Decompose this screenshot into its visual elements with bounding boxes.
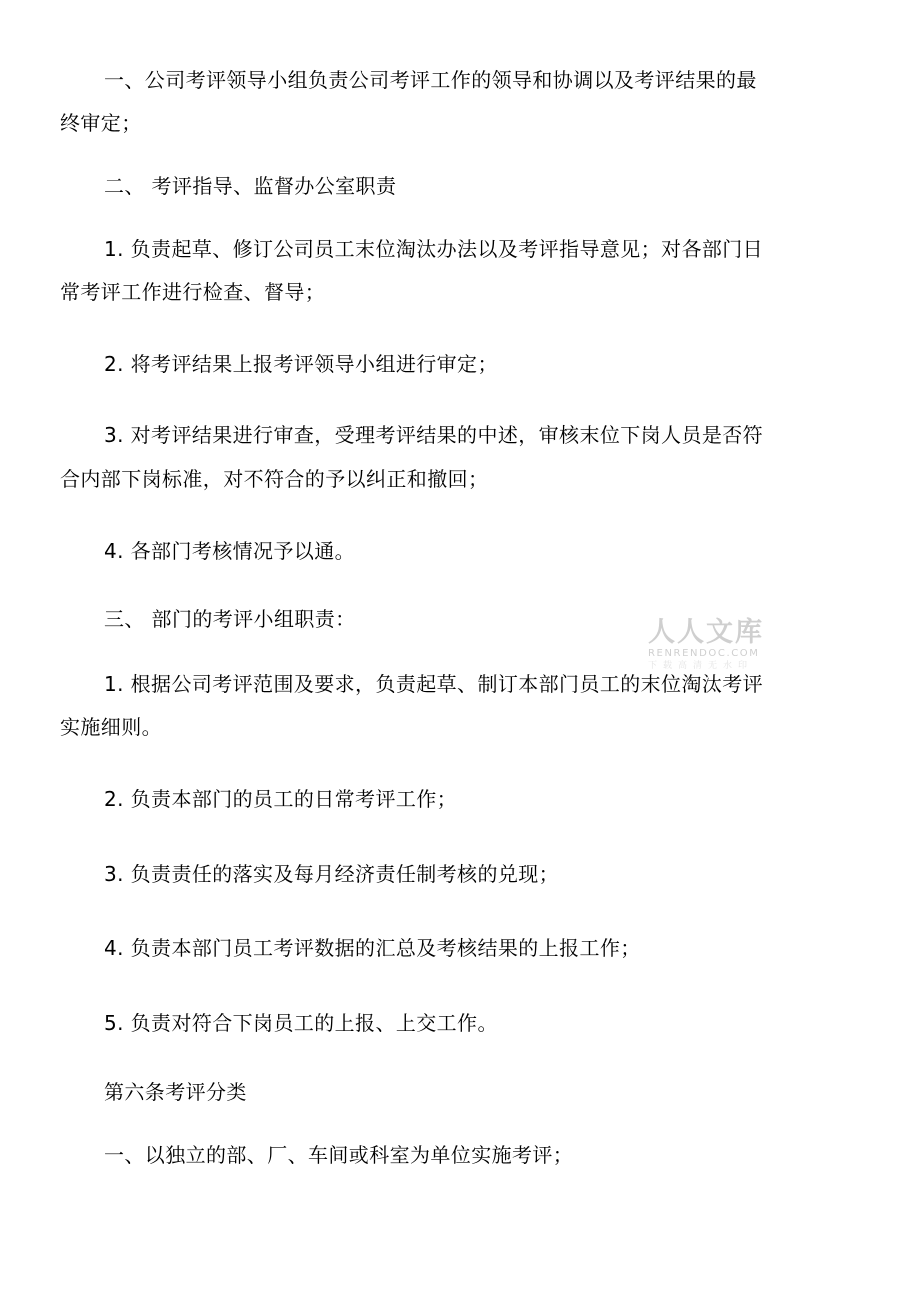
text-line: 1. 负责起草、修订公司员工末位淘汰办法以及考评指导意见；对各部门日 — [104, 237, 764, 261]
watermark-title: 人人文库 — [648, 617, 764, 648]
text-line: 5. 负责对符合下岗员工的上报、上交工作。 — [104, 1011, 498, 1035]
text-line: 1. 根据公司考评范围及要求，负责起草、制订本部门员工的末位淘汰考评 — [104, 672, 764, 696]
text-line: 2. 负责本部门的员工的日常考评工作； — [104, 787, 458, 811]
text-line: 3. 负责责任的落实及每月经济责任制考核的兑现； — [104, 862, 560, 886]
section-heading: 二、 考评指导、监督办公室职责 — [104, 174, 397, 198]
text-line: 一、公司考评领导小组负责公司考评工作的领导和协调以及考评结果的最 — [104, 68, 757, 92]
text-line: 4. 各部门考核情况予以通。 — [104, 539, 356, 563]
article-heading: 第六条考评分类 — [104, 1080, 247, 1104]
watermark-url: RENRENDOC.COM — [648, 648, 760, 659]
text-line: 实施细则。 — [60, 715, 162, 739]
text-line: 2. 将考评结果上报考评领导小组进行审定； — [104, 352, 498, 376]
text-line: 常考评工作进行检查、督导； — [60, 280, 326, 304]
text-line: 一、以独立的部、厂、车间或科室为单位实施考评； — [104, 1143, 574, 1167]
text-line: 合内部下岗标准，对不符合的予以纠正和撤回； — [60, 467, 489, 491]
watermark-subtitle: 下载高清无水印 — [648, 661, 754, 671]
text-line: 3. 对考评结果进行审查，受理考评结果的中述，审核末位下岗人员是否符 — [104, 423, 764, 447]
watermark-logo — [648, 618, 778, 698]
text-line: 4. 负责本部门员工考评数据的汇总及考核结果的上报工作； — [104, 936, 641, 960]
text-line: 终审定； — [60, 111, 142, 135]
section-heading: 三、 部门的考评小组职责： — [104, 607, 356, 631]
